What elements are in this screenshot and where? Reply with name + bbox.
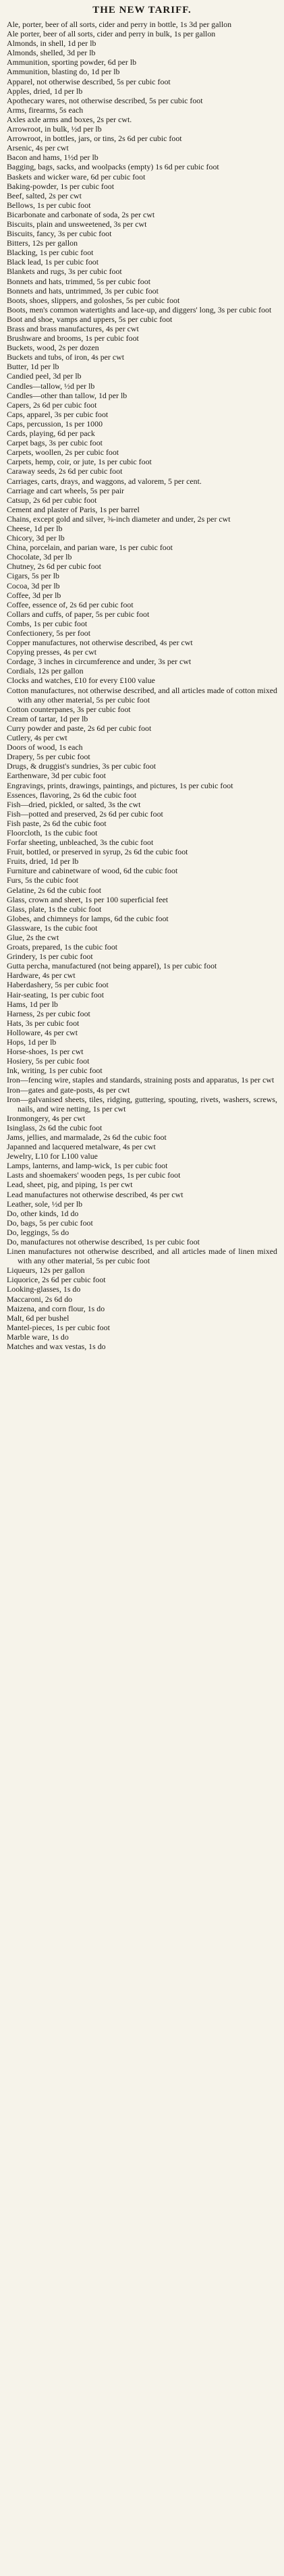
tariff-entry: Baskets and wicker ware, 6d per cubic foot [7,171,146,182]
tariff-entry: Bonnets and hats, untrimmed, 3s per cubic foot [7,285,159,296]
tariff-entry: Cocoa, 3d per lb [7,580,60,591]
tariff-entry: Ironmongery, 4s per cwt [7,1113,86,1123]
tariff-entry: Ale porter, beer of all sorts, cider and perry in bulk, 1s per gallon [7,29,216,39]
tariff-entry: Collars and cuffs, of paper, 5s per cubic foot [7,609,150,619]
tariff-entry: Carpets, hemp, coir, or jute, 1s per cubic foot [7,457,152,467]
tariff-entry: Chains, except gold and silver, ⅜-inch diameter and under, 2s per cwt [7,514,231,524]
tariff-entry: Cordials, 12s per gallon [7,666,84,676]
tariff-entry: Grindery, 1s per cubic foot [7,952,93,962]
tariff-entry: Liqueurs, 12s per gallon [7,1265,85,1276]
tariff-entry: Maizena, and corn flour, 1s do [7,1303,105,1313]
tariff-entry: Apothecary wares, not otherwise described, 5s per cubic foot [7,95,203,105]
tariff-entry: Copper manufactures, not otherwise described, 4s per cwt [7,638,193,648]
tariff-entry: Bonnets and hats, trimmed, 5s per cubic foot [7,276,150,286]
tariff-entry: Drugs, & druggist's sundries, 3s per cubic foot [7,761,157,771]
tariff-entry: Cordage, 3 inches in circumference and under, 3s per cwt [7,657,192,667]
tariff-entry: Ink, writing, 1s per cubic foot [7,1066,103,1076]
tariff-entry: Blacking, 1s per cubic foot [7,248,94,258]
tariff-entry: Arrowroot, in bottles, jars, or tins, 2s 6d per cubic foot [7,134,182,144]
tariff-entry: Furniture and cabinetware of wood, 6d the cubic foot [7,866,178,876]
tariff-entry: Carpets, woollen, 2s per cubic foot [7,447,119,458]
tariff-entry: Ale, porter, beer of all sorts, cider and perry in bottle, 1s 3d per gallon [7,20,232,29]
tariff-entry: Cotton manufactures, not otherwise described, and all articles made of cotton mixed with any other material, 5s per cubic foot [7,685,277,705]
tariff-entry: Malt, 6d per bushel [7,1313,69,1323]
tariff-entry: Hosiery, 5s per cubic foot [7,1056,90,1066]
tariff-entry: Almonds, in shell, 1d per lb [7,38,96,49]
tariff-entry: Boots, shoes, slippers, and goloshes, 5s per cubic foot [7,295,180,305]
tariff-entry: Caps, apparel, 3s per cubic foot [7,409,109,419]
tariff-entry: Carriages, carts, drays, and waggons, ad valorem, 5 per cent. [7,476,202,486]
tariff-entry: Bicarbonate and carbonate of soda, 2s per cwt [7,209,155,219]
tariff-entry: Do, leggings, 5s do [7,1227,69,1237]
tariff-entry: Cement and plaster of Paris, 1s per barrel [7,504,140,514]
tariff-entry: Ammunition, sporting powder, 6d per lb [7,57,137,67]
tariff-entry: Confectionery, 5s per foot [7,628,91,638]
tariff-entry: Groats, prepared, 1s the cubic foot [7,942,118,952]
tariff-entry: Fish—dried, pickled, or salted, 3s the cwt [7,799,141,809]
tariff-entry: Japanned and lacquered metalware, 4s per cwt [7,1142,156,1152]
tariff-entry: Haberdashery, 5s per cubic foot [7,980,109,990]
tariff-entry: China, porcelain, and parian ware, 1s per cubic foot [7,543,173,553]
tariff-entry: Apparel, not otherwise described, 5s per cubic foot [7,76,171,86]
tariff-entry: Biscuits, plain and unsweetened, 3s per cwt [7,219,147,229]
tariff-entry: Catsup, 2s 6d per cubic foot [7,495,97,505]
tariff-entry: Glassware, 1s the cubic foot [7,923,98,933]
tariff-entry: Hardware, 4s per cwt [7,970,76,981]
tariff-entry: Earthenware, 3d per cubic foot [7,771,106,781]
tariff-entry: Capers, 2s 6d per cubic foot [7,400,97,410]
tariff-entry: Chutney, 2s 6d per cubic foot [7,561,101,572]
tariff-entry: Boot and shoe, vamps and uppers, 5s per cubic foot [7,314,173,324]
tariff-entry: Brushware and brooms, 1s per cubic foot [7,333,139,344]
tariff-entry: Coffee, essence of, 2s 6d per cubic foot [7,599,134,609]
tariff-entry: Glass, plate, 1s the cubic foot [7,904,102,914]
tariff-entry: Bacon and hams, 1½d per lb [7,153,98,163]
tariff-entry: Butter, 1d per lb [7,362,59,372]
tariff-entry: Copying presses, 4s per cwt [7,647,97,657]
tariff-entry: Iron—fencing wire, staples and standards, straining posts and apparatus, 1s per cwt [7,1075,275,1085]
tariff-entry: Gelatine, 2s 6d the cubic foot [7,885,102,895]
tariff-entry: Doors of wood, 1s each [7,742,83,752]
tariff-entry: Combs, 1s per cubic foot [7,618,88,628]
tariff-entry: Bellows, 1s per cubic foot [7,200,91,210]
tariff-entry: Hats, 3s per cubic foot [7,1018,80,1028]
tariff-entry: Iron—galvanised sheets, tiles, ridging, guttering, spouting, rivets, washers, screws, nails, and wire netting, 1s per cwt [7,1094,277,1114]
article-title: THE NEW TARIFF. [92,5,192,16]
tariff-entry: Cotton counterpanes, 3s per cubic foot [7,704,131,714]
tariff-entry: Biscuits, fancy, 3s per cubic foot [7,229,112,239]
tariff-entry: Caps, percussion, 1s per 1000 [7,418,103,429]
tariff-entry: Ammunition, blasting do, 1d per lb [7,67,120,77]
tariff-entry: Looking-glasses, 1s do [7,1284,81,1294]
tariff-entry: Curry powder and paste, 2s 6d per cubic foot [7,723,152,733]
tariff-entry: Blankets and rugs, 3s per cubic foot [7,267,122,277]
tariff-entry: Linen manufactures not otherwise described, and all articles made of linen mixed with any other material, 5s per cubic foot [7,1246,277,1266]
tariff-entry: Gutta percha, manufactured (not being apparel), 1s per cubic foot [7,961,217,971]
tariff-entry: Buckets, wood, 2s per dozen [7,343,99,353]
tariff-entry: Holloware, 4s per cwt [7,1027,78,1037]
tariff-entry: Do, bags, 5s per cubic foot [7,1217,93,1228]
tariff-entry: Cigars, 5s per lb [7,571,59,581]
tariff-entry: Leather, sole, ½d per lb [7,1199,83,1209]
tariff-entry: Drapery, 5s per cubic foot [7,752,90,762]
tariff-entry: Forfar sheeting, unbleached, 3s the cubic foot [7,838,154,848]
tariff-entry: Fruits, dried, 1d per lb [7,856,79,867]
tariff-entry: Chocolate, 3d per lb [7,552,72,562]
tariff-entry: Chicory, 3d per lb [7,533,65,543]
tariff-entry: Arms, firearms, 5s each [7,105,84,115]
tariff-entry: Arrowroot, in bulk, ½d per lb [7,124,102,134]
tariff-entry: Hops, 1d per lb [7,1037,57,1047]
tariff-entry: Cheese, 1d per lb [7,523,63,533]
tariff-entry: Baking-powder, 1s per cubic foot [7,181,115,191]
tariff-entry: Lead manufactures not otherwise described, 4s per cwt [7,1189,183,1199]
tariff-entry: Axles axle arms and boxes, 2s per cwt. [7,114,132,124]
tariff-entry: Furs, 5s the cubic foot [7,875,79,885]
tariff-entry: Essences, flavoring, 2s 6d the cubic foot [7,790,137,800]
tariff-entry: Fish paste, 2s 6d the cubic foot [7,818,107,828]
tariff-entry: Candles—tallow, ½d per lb [7,381,95,391]
tariff-entry: Globes, and chimneys for lamps, 6d the cubic foot [7,913,169,923]
tariff-entry: Harness, 2s per cubic foot [7,1008,90,1018]
tariff-entry: Cards, playing, 6d per pack [7,429,95,439]
tariff-entry: Boots, men's common watertights and lace-up, and diggers' long, 3s per cubic foot [7,304,272,314]
tariff-entry: Bagging, bags, sacks, and woolpacks (empty) 1s 6d per cubic foot [7,162,219,172]
tariff-entry: Carpet bags, 3s per cubic foot [7,438,103,448]
tariff-entry: Glue, 2s the cwt [7,933,59,942]
tariff-entry: Do, manufactures not otherwise described, 1s per cubic foot [7,1237,200,1246]
tariff-entry: Jams, jellies, and marmalade, 2s 6d the cubic foot [7,1132,167,1142]
tariff-entry: Almonds, shelled, 3d per lb [7,48,96,58]
tariff-entry: Candied peel, 3d per lb [7,371,82,381]
tariff-entry: Maccaroni, 2s 6d do [7,1294,73,1304]
tariff-entry: Jewelry, L10 for L100 value [7,1151,98,1161]
tariff-entry: Carriage and cart wheels, 5s per pair [7,485,124,495]
tariff-entry: Cutlery, 4s per cwt [7,733,67,743]
tariff-entry: Black lead, 1s per cubic foot [7,257,99,267]
tariff-entry: Clocks and watches, £10 for every £100 value [7,676,155,686]
tariff-entry: Hair-seating, 1s per cubic foot [7,989,105,999]
tariff-entry: Coffee, 3d per lb [7,590,61,600]
tariff-entry: Bitters, 12s per gallon [7,238,78,248]
tariff-entry: Buckets and tubs, of iron, 4s per cwt [7,352,125,362]
tariff-entry: Mantel-pieces, 1s per cubic foot [7,1322,110,1332]
tariff-entry: Apples, dried, 1d per lb [7,86,83,96]
tariff-entry: Cream of tartar, 1d per lb [7,713,88,723]
tariff-entry: Lamps, lanterns, and lamp-wick, 1s per cubic foot [7,1161,168,1171]
tariff-entry: Iron—gates and gate-posts, 4s per cwt [7,1085,130,1095]
tariff-entry: Glass, crown and sheet, 1s per 100 superficial feet [7,894,169,904]
tariff-entry: Liquorice, 2s 6d per cubic foot [7,1275,106,1285]
tariff-entry: Isinglass, 2s 6d the cubic foot [7,1122,103,1132]
tariff-entry: Candles—other than tallow, 1d per lb [7,390,127,400]
tariff-entry: Lasts and shoemakers' wooden pegs, 1s per cubic foot [7,1170,181,1180]
tariff-list [7,20,277,1351]
tariff-entry: Hams, 1d per lb [7,999,58,1009]
tariff-entry: Floorcloth, 1s the cubic foot [7,827,98,838]
tariff-entry: Caraway seeds, 2s 6d per cubic foot [7,466,123,476]
tariff-entry: Horse-shoes, 1s per cwt [7,1047,84,1057]
tariff-entry: Marble ware, 1s do [7,1332,69,1342]
tariff-entry: Fruit, bottled, or preserved in syrup, 2s 6d the cubic foot [7,847,188,857]
tariff-entry: Fish—potted and preserved, 2s 6d per cubic foot [7,809,163,819]
tariff-entry: Arsenic, 4s per cwt [7,143,69,153]
tariff-entry: Engravings, prints, drawings, paintings, and pictures, 1s per cubic foot [7,780,233,790]
tariff-entry: Do, other kinds, 1d do [7,1208,79,1218]
tariff-entry: Matches and wax vestas, 1s do [7,1342,106,1352]
tariff-entry: Lead, sheet, pig, and piping, 1s per cwt [7,1180,133,1190]
tariff-entry: Brass and brass manufactures, 4s per cwt [7,324,139,333]
tariff-entry: Beef, salted, 2s per cwt [7,190,82,200]
